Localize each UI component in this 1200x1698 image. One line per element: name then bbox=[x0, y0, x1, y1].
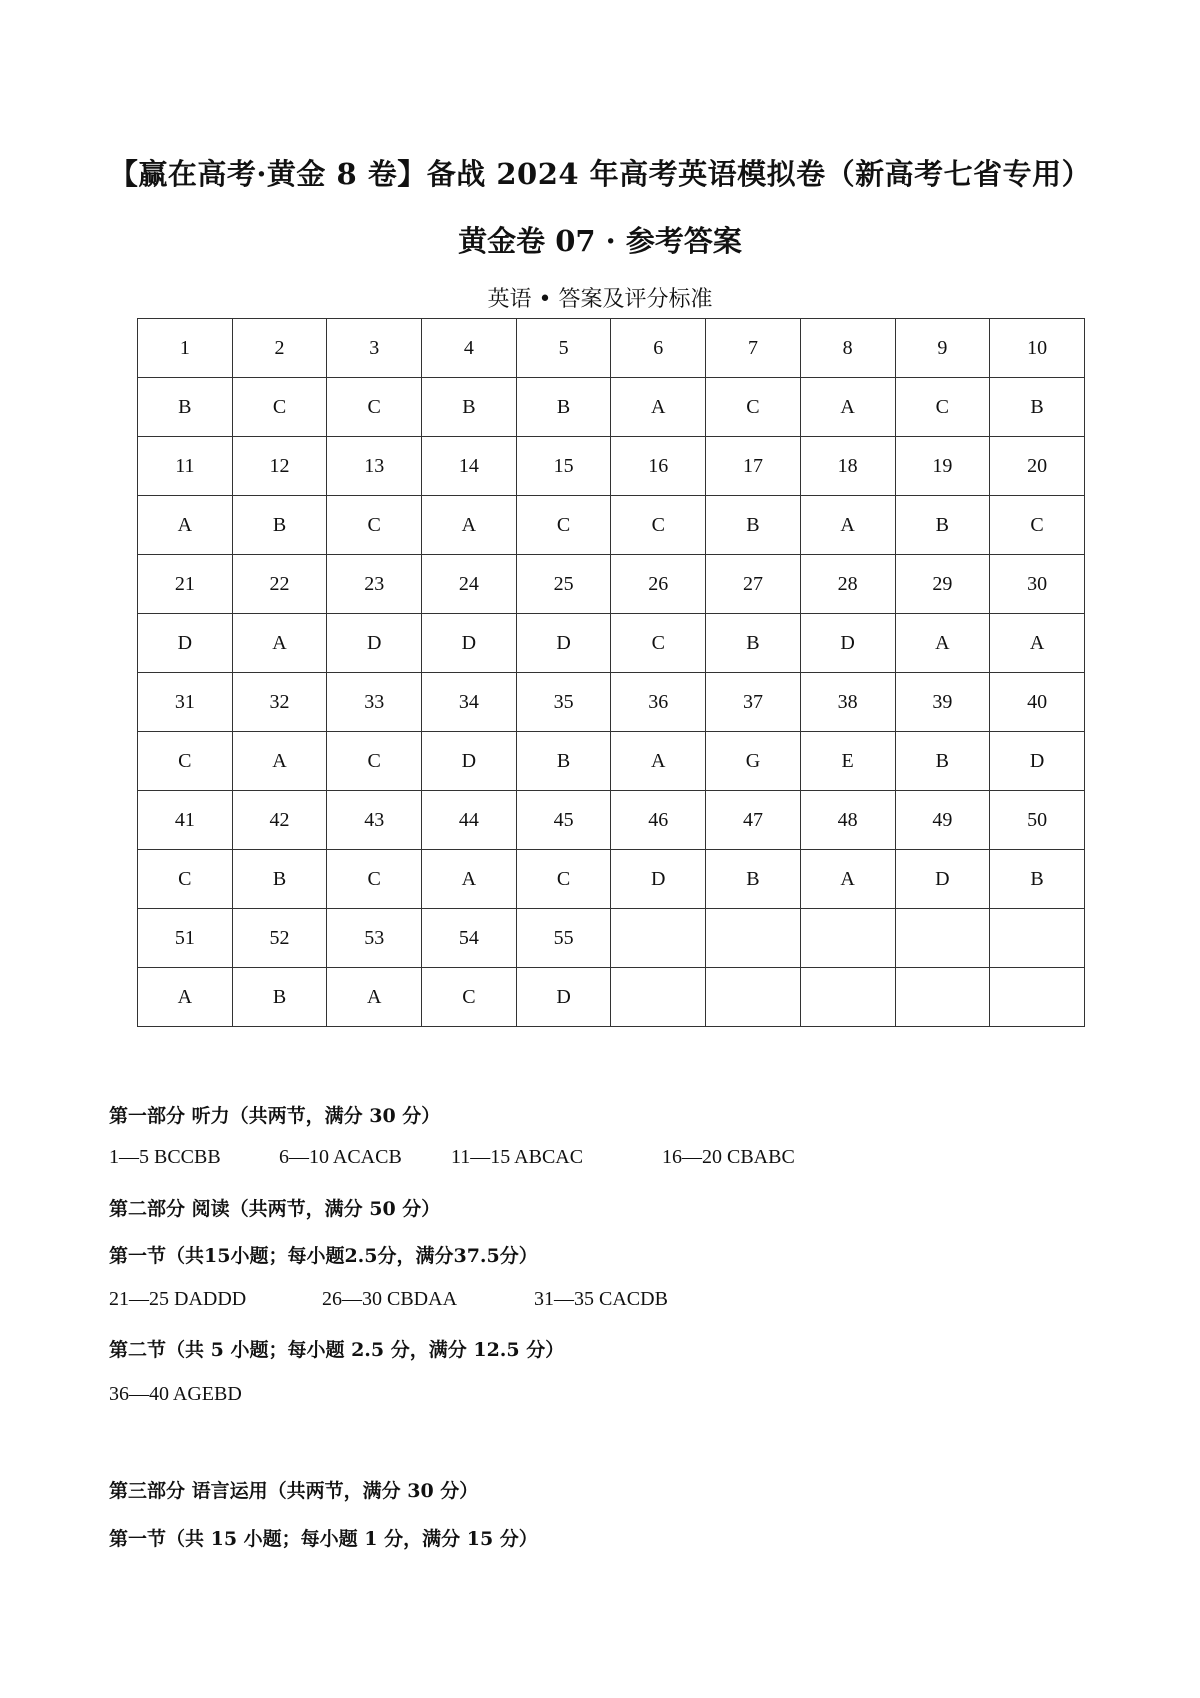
table-caption: 英语 • 答案及评分标准 bbox=[487, 287, 713, 312]
question-number-row bbox=[138, 319, 1085, 378]
answer-cell: A bbox=[138, 968, 233, 1027]
question-number-cell: 35 bbox=[516, 673, 611, 732]
answer-cell: C bbox=[516, 850, 611, 909]
answer-cell: A bbox=[611, 378, 706, 437]
answer-cell: A bbox=[232, 614, 327, 673]
answer-cell: D bbox=[516, 968, 611, 1027]
question-number-cell: 45 bbox=[516, 791, 611, 850]
answer-cell: A bbox=[800, 378, 895, 437]
answer-cell: A bbox=[327, 968, 422, 1027]
question-number-cell: 27 bbox=[706, 555, 801, 614]
question-number-cell: 32 bbox=[232, 673, 327, 732]
question-number-cell: 42 bbox=[232, 791, 327, 850]
part2-section2-heading: 第二节（共 5 小题；每小题 2.5 分，满分 12.5 分） bbox=[109, 1339, 565, 1361]
answer-cell bbox=[990, 968, 1085, 1027]
question-number-cell: 51 bbox=[138, 909, 233, 968]
answer-cell: D bbox=[138, 614, 233, 673]
answer-cell: D bbox=[800, 614, 895, 673]
question-number-cell: 54 bbox=[422, 909, 517, 968]
answer-cell bbox=[611, 968, 706, 1027]
answer-cell: B bbox=[422, 378, 517, 437]
question-number-cell: 8 bbox=[800, 319, 895, 378]
answer-group: 26—30 CBDAA bbox=[322, 1288, 458, 1310]
question-number-cell: 1 bbox=[138, 319, 233, 378]
answer-cell: C bbox=[990, 496, 1085, 555]
part3-heading: 第三部分 语言运用（共两节，满分 30 分） bbox=[109, 1480, 479, 1502]
answer-cell: D bbox=[990, 732, 1085, 791]
answer-cell: B bbox=[706, 496, 801, 555]
question-number-cell: 31 bbox=[138, 673, 233, 732]
answer-cell: D bbox=[422, 614, 517, 673]
answer-row bbox=[138, 378, 1085, 437]
answer-cell: G bbox=[706, 732, 801, 791]
question-number-cell: 7 bbox=[706, 319, 801, 378]
answer-cell: D bbox=[611, 850, 706, 909]
answer-table bbox=[137, 318, 1085, 1027]
question-number-cell: 29 bbox=[895, 555, 990, 614]
question-number-cell: 15 bbox=[516, 437, 611, 496]
question-number-cell bbox=[611, 909, 706, 968]
answer-cell: B bbox=[138, 378, 233, 437]
question-number-cell: 28 bbox=[800, 555, 895, 614]
question-number-cell: 4 bbox=[422, 319, 517, 378]
question-number-row bbox=[138, 437, 1085, 496]
answer-cell: C bbox=[895, 378, 990, 437]
answer-cell: B bbox=[706, 614, 801, 673]
question-number-cell bbox=[895, 909, 990, 968]
answer-row bbox=[138, 614, 1085, 673]
question-number-cell: 46 bbox=[611, 791, 706, 850]
answer-cell: A bbox=[232, 732, 327, 791]
answer-cell: D bbox=[422, 732, 517, 791]
question-number-cell: 30 bbox=[990, 555, 1085, 614]
answer-group: 36—40 AGEBD bbox=[109, 1383, 242, 1405]
part2-heading: 第二部分 阅读（共两节，满分 50 分） bbox=[109, 1198, 441, 1220]
answer-cell: C bbox=[516, 496, 611, 555]
question-number-cell: 39 bbox=[895, 673, 990, 732]
question-number-cell: 55 bbox=[516, 909, 611, 968]
question-number-cell: 41 bbox=[138, 791, 233, 850]
answer-row bbox=[138, 968, 1085, 1027]
answer-cell: B bbox=[990, 378, 1085, 437]
answer-group: 21—25 DADDD bbox=[109, 1288, 247, 1310]
answer-cell: A bbox=[422, 850, 517, 909]
answer-group: 16—20 CBABC bbox=[662, 1146, 795, 1168]
question-number-cell: 34 bbox=[422, 673, 517, 732]
question-number-cell: 48 bbox=[800, 791, 895, 850]
answer-cell: B bbox=[516, 378, 611, 437]
question-number-cell: 47 bbox=[706, 791, 801, 850]
question-number-cell: 17 bbox=[706, 437, 801, 496]
question-number-cell: 2 bbox=[232, 319, 327, 378]
answer-cell bbox=[800, 968, 895, 1027]
question-number-cell: 37 bbox=[706, 673, 801, 732]
question-number-cell: 36 bbox=[611, 673, 706, 732]
answer-cell: B bbox=[516, 732, 611, 791]
answer-row bbox=[138, 496, 1085, 555]
answer-cell: C bbox=[327, 496, 422, 555]
question-number-cell: 21 bbox=[138, 555, 233, 614]
question-number-cell: 25 bbox=[516, 555, 611, 614]
question-number-cell bbox=[800, 909, 895, 968]
question-number-cell: 3 bbox=[327, 319, 422, 378]
question-number-cell: 10 bbox=[990, 319, 1085, 378]
answer-cell: A bbox=[611, 732, 706, 791]
answer-cell: C bbox=[327, 378, 422, 437]
answer-cell: D bbox=[516, 614, 611, 673]
page-subtitle: 黄金卷 07 · 参考答案 bbox=[458, 224, 742, 258]
answer-cell: B bbox=[232, 968, 327, 1027]
page-title: 【赢在高考·黄金 8 卷】备战 2024 年高考英语模拟卷（新高考七省专用） bbox=[108, 157, 1092, 191]
answer-cell: C bbox=[422, 968, 517, 1027]
part3-section1-heading: 第一节（共 15 小题；每小题 1 分，满分 15 分） bbox=[109, 1528, 538, 1550]
answer-cell: B bbox=[232, 850, 327, 909]
answer-cell: C bbox=[611, 496, 706, 555]
answer-cell bbox=[895, 968, 990, 1027]
answer-group: 1—5 BCCBB bbox=[109, 1146, 221, 1168]
answer-cell: C bbox=[138, 850, 233, 909]
answer-cell: A bbox=[422, 496, 517, 555]
question-number-cell: 13 bbox=[327, 437, 422, 496]
question-number-cell: 20 bbox=[990, 437, 1085, 496]
question-number-cell: 52 bbox=[232, 909, 327, 968]
answer-cell: C bbox=[232, 378, 327, 437]
question-number-cell: 11 bbox=[138, 437, 233, 496]
question-number-row bbox=[138, 555, 1085, 614]
answer-cell: B bbox=[706, 850, 801, 909]
answer-cell: A bbox=[138, 496, 233, 555]
answer-cell: C bbox=[327, 732, 422, 791]
question-number-cell: 43 bbox=[327, 791, 422, 850]
answer-group: 6—10 ACACB bbox=[279, 1146, 402, 1168]
question-number-cell bbox=[990, 909, 1085, 968]
question-number-cell: 6 bbox=[611, 319, 706, 378]
answer-cell bbox=[706, 968, 801, 1027]
answer-cell: B bbox=[895, 496, 990, 555]
answer-group: 31—35 CACDB bbox=[534, 1288, 668, 1310]
question-number-cell: 49 bbox=[895, 791, 990, 850]
question-number-cell: 9 bbox=[895, 319, 990, 378]
part2-section1-heading: 第一节（共15小题；每小题2.5分，满分37.5分） bbox=[109, 1245, 538, 1267]
question-number-cell: 50 bbox=[990, 791, 1085, 850]
question-number-cell: 44 bbox=[422, 791, 517, 850]
answer-cell: C bbox=[138, 732, 233, 791]
answer-cell: A bbox=[895, 614, 990, 673]
answer-cell: C bbox=[611, 614, 706, 673]
question-number-row bbox=[138, 673, 1085, 732]
answer-cell: C bbox=[327, 850, 422, 909]
answer-cell: D bbox=[895, 850, 990, 909]
question-number-cell: 16 bbox=[611, 437, 706, 496]
answer-cell: A bbox=[990, 614, 1085, 673]
question-number-cell: 18 bbox=[800, 437, 895, 496]
question-number-cell: 33 bbox=[327, 673, 422, 732]
question-number-cell: 40 bbox=[990, 673, 1085, 732]
answer-group: 11—15 ABCAC bbox=[451, 1146, 584, 1168]
question-number-cell: 12 bbox=[232, 437, 327, 496]
answer-row bbox=[138, 732, 1085, 791]
answer-cell: A bbox=[800, 496, 895, 555]
question-number-cell: 53 bbox=[327, 909, 422, 968]
question-number-cell bbox=[706, 909, 801, 968]
answer-cell: B bbox=[990, 850, 1085, 909]
answer-cell: D bbox=[327, 614, 422, 673]
question-number-cell: 24 bbox=[422, 555, 517, 614]
question-number-cell: 5 bbox=[516, 319, 611, 378]
question-number-cell: 14 bbox=[422, 437, 517, 496]
part1-heading: 第一部分 听力（共两节，满分 30 分） bbox=[109, 1105, 441, 1127]
question-number-row bbox=[138, 909, 1085, 968]
question-number-cell: 22 bbox=[232, 555, 327, 614]
answer-cell: C bbox=[706, 378, 801, 437]
question-number-cell: 23 bbox=[327, 555, 422, 614]
question-number-row bbox=[138, 791, 1085, 850]
answer-cell: B bbox=[232, 496, 327, 555]
question-number-cell: 38 bbox=[800, 673, 895, 732]
question-number-cell: 19 bbox=[895, 437, 990, 496]
answer-cell: E bbox=[800, 732, 895, 791]
answer-cell: B bbox=[895, 732, 990, 791]
answer-row bbox=[138, 850, 1085, 909]
question-number-cell: 26 bbox=[611, 555, 706, 614]
answer-cell: A bbox=[800, 850, 895, 909]
